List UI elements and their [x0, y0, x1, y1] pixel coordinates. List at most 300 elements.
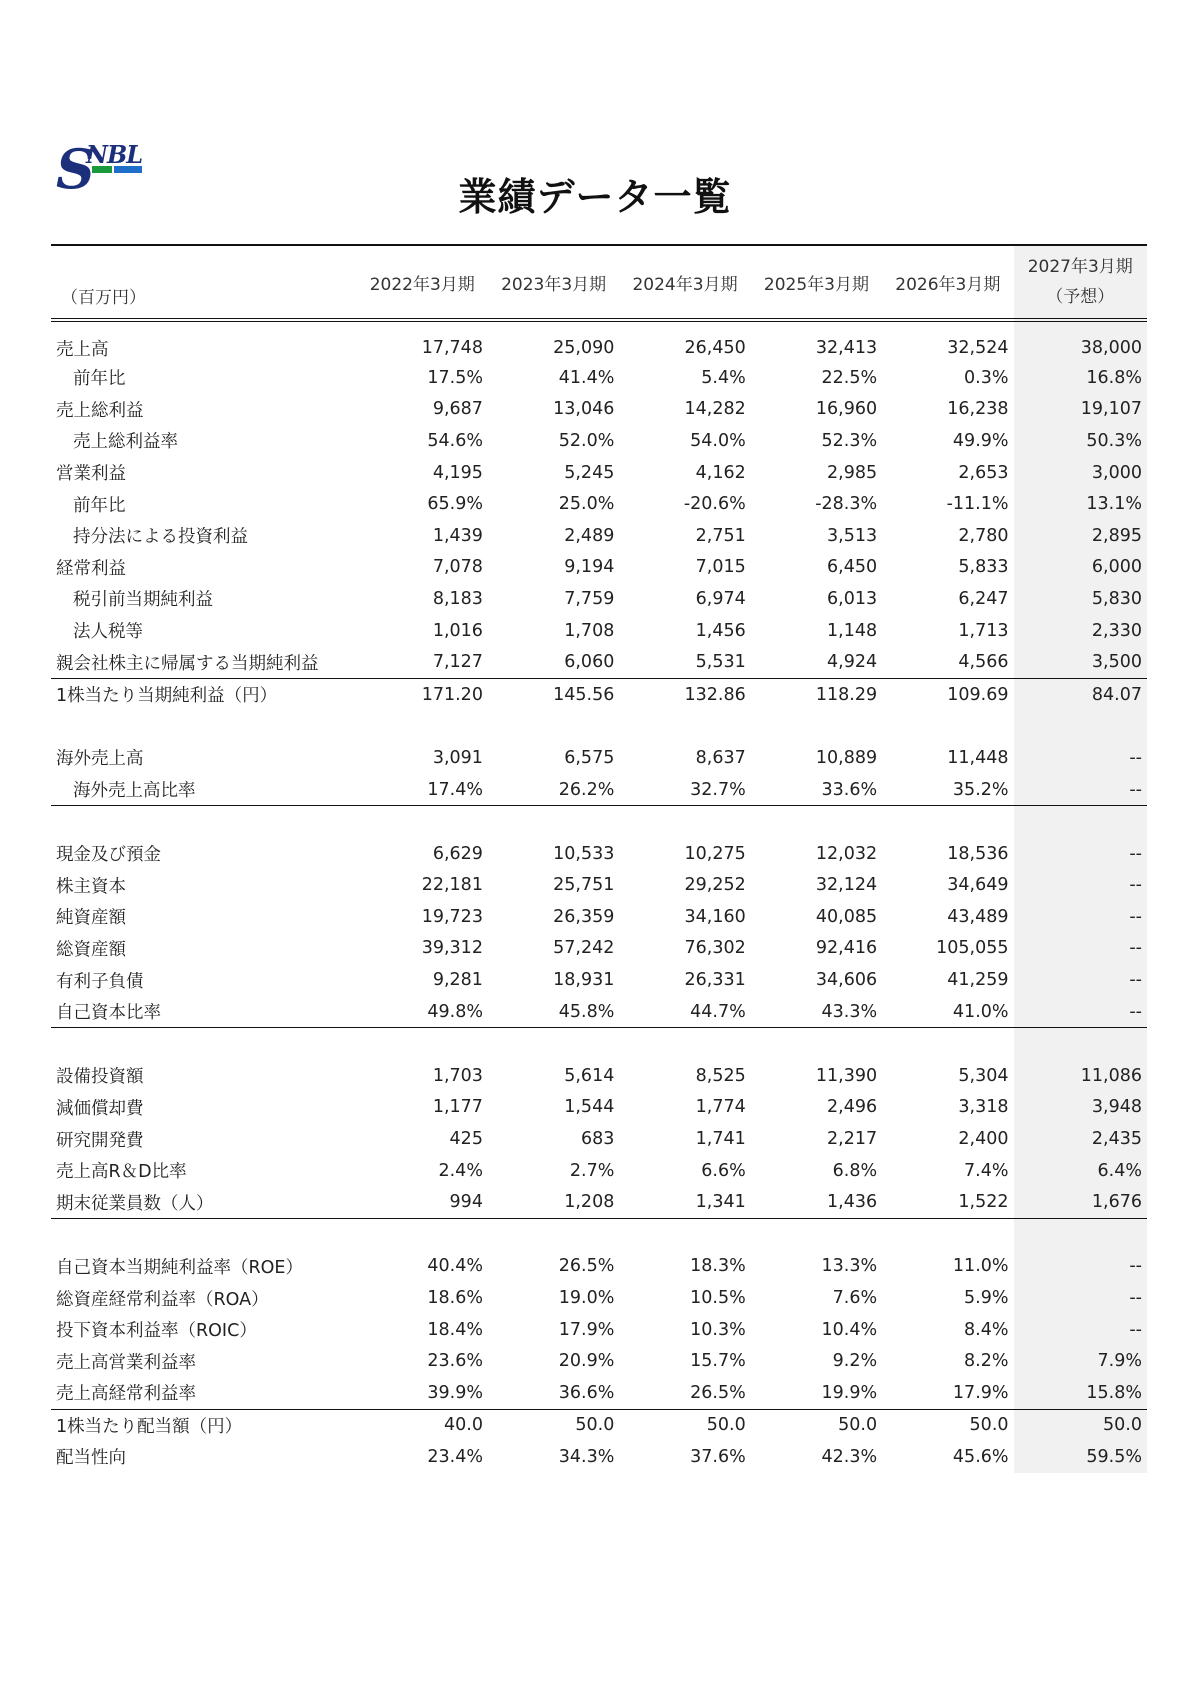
forecast-cell: --: [1014, 774, 1147, 806]
table-row: [51, 320, 1147, 362]
value-cell: 49.8%: [357, 996, 488, 1028]
value-cell: 35.2%: [882, 774, 1013, 806]
value-cell: 18,931: [553, 970, 615, 991]
forecast-year: 2027年3月期: [1027, 257, 1133, 277]
logo-s-glyph: S: [56, 137, 95, 196]
table-row: [51, 1060, 1147, 1092]
value-cell: 22.5%: [821, 367, 878, 388]
spacer-cell: [882, 1219, 1013, 1251]
value-cell: 5,245: [564, 462, 615, 483]
value-cell: 45.8%: [488, 996, 619, 1028]
forecast-cell: 15.8%: [1014, 1377, 1147, 1409]
spacer-cell: [51, 806, 357, 838]
value-cell: 1,436: [751, 1186, 882, 1218]
value-cell: 2,780: [958, 525, 1009, 546]
value-cell: 13,046: [553, 399, 615, 420]
value-cell: 2,985: [827, 462, 878, 483]
spacer-cell: [751, 806, 882, 838]
value-cell: 5,833: [958, 557, 1009, 578]
table-row: [51, 964, 1147, 996]
value-cell: 7,127: [357, 646, 488, 678]
table-row: [51, 901, 1147, 933]
value-cell: 34,606: [815, 970, 878, 991]
forecast-cell: --: [1014, 901, 1147, 933]
row-label: 法人税等: [73, 622, 143, 643]
spacer-cell: [619, 1219, 750, 1251]
value-cell: 57,242: [553, 938, 615, 959]
row-label: 売上高R＆D比率: [56, 1162, 187, 1183]
spacer-cell: [357, 711, 488, 743]
spacer-cell: [488, 1219, 619, 1251]
value-cell: 2,489: [564, 525, 615, 546]
value-cell: 37.6%: [690, 1446, 746, 1467]
forecast-cell: 7.9%: [1014, 1345, 1147, 1377]
value-cell: -28.3%: [815, 494, 878, 515]
value-cell: 6.6%: [701, 1160, 746, 1181]
spacer-row: [51, 1028, 1147, 1060]
value-cell: 9,687: [432, 399, 483, 420]
forecast-cell: 2,895: [1014, 520, 1147, 552]
value-cell: 5,614: [564, 1065, 615, 1086]
value-cell: 23.4%: [427, 1446, 483, 1467]
spacer-row: [51, 1219, 1147, 1251]
value-cell: 7,015: [695, 557, 746, 578]
page-title: 業績データ一覧: [458, 175, 732, 219]
value-cell: 11.0%: [952, 1256, 1009, 1277]
value-cell: 19,723: [421, 906, 483, 927]
table-row: [51, 457, 1147, 489]
value-cell: 7,078: [432, 557, 483, 578]
value-cell: 43.3%: [751, 996, 882, 1028]
spacer-cell: [51, 1219, 357, 1251]
value-cell: 17.4%: [357, 774, 488, 806]
value-cell: 4,162: [695, 462, 746, 483]
value-cell: 10.5%: [690, 1288, 746, 1309]
forecast-cell: 3,000: [1014, 457, 1147, 489]
value-cell: 105,055: [936, 938, 1009, 959]
row-label: 減価償却費: [56, 1098, 144, 1119]
spacer-row: [51, 806, 1147, 838]
value-cell: 5,304: [958, 1065, 1009, 1086]
forecast-cell: 84.07: [1014, 678, 1147, 710]
table-row: [51, 742, 1147, 774]
row-label: 経常利益: [56, 558, 126, 579]
value-cell: 6.8%: [832, 1160, 878, 1181]
value-cell: 3,513: [827, 525, 878, 546]
column-header: 2023年3月期: [501, 274, 607, 295]
table-row: [51, 520, 1147, 552]
row-label: 前年比: [73, 495, 126, 516]
forecast-cell: 11,086: [1014, 1060, 1147, 1092]
value-cell: 6,974: [695, 588, 746, 609]
value-cell: 50.0: [706, 1415, 746, 1436]
value-cell: 10,889: [815, 747, 878, 768]
spacer-cell: [488, 711, 619, 743]
row-label: 総資産経常利益率（ROA）: [56, 1289, 269, 1310]
row-label: 設備投資額: [56, 1067, 144, 1088]
value-cell: 6,575: [564, 747, 615, 768]
forecast-cell: 38,000: [1014, 320, 1147, 362]
table-row: [51, 1123, 1147, 1155]
column-header: 2025年3月期: [763, 274, 869, 295]
row-label: 税引前当期純利益: [73, 590, 213, 611]
row-label: 持分法による投資利益: [73, 527, 248, 548]
value-cell: 1,177: [432, 1097, 483, 1118]
row-label: 純資産額: [56, 908, 126, 929]
spacer-cell: [619, 1028, 750, 1060]
value-cell: 6,013: [827, 588, 878, 609]
value-cell: 1,148: [827, 620, 878, 641]
table-row: [51, 583, 1147, 615]
spacer-cell: [488, 806, 619, 838]
forecast-cell: 5,830: [1014, 583, 1147, 615]
table-row: [51, 1314, 1147, 1346]
value-cell: 5.9%: [964, 1288, 1009, 1309]
value-cell: 41,259: [947, 970, 1009, 991]
table-row: [51, 646, 1147, 678]
value-cell: 4,924: [751, 646, 882, 678]
value-cell: 1,016: [432, 620, 483, 641]
value-cell: 49.9%: [952, 430, 1009, 451]
value-cell: 17.9%: [882, 1377, 1013, 1409]
row-label: 海外売上高比率: [51, 774, 357, 806]
table-header-row: [51, 245, 1147, 320]
value-cell: 26.5%: [619, 1377, 750, 1409]
value-cell: 14,282: [684, 399, 746, 420]
value-cell: 26.2%: [488, 774, 619, 806]
spacer-cell: [488, 1028, 619, 1060]
value-cell: -20.6%: [683, 494, 746, 515]
forecast-cell: 2,435: [1014, 1123, 1147, 1155]
table-row: [51, 615, 1147, 647]
value-cell: 8,183: [432, 588, 483, 609]
row-label: 営業利益: [56, 464, 126, 485]
value-cell: 39,312: [421, 938, 483, 959]
table-row: [51, 1345, 1147, 1377]
value-cell: 65.9%: [427, 494, 483, 515]
value-cell: 32,124: [815, 875, 878, 896]
value-cell: 52.0%: [558, 430, 615, 451]
value-cell: 3,318: [958, 1097, 1009, 1118]
forecast-cell: --: [1014, 964, 1147, 996]
forecast-cell: 1,676: [1014, 1186, 1147, 1218]
forecast-cell: --: [1014, 1282, 1147, 1314]
value-cell: 52.3%: [821, 430, 878, 451]
value-cell: 2,496: [827, 1097, 878, 1118]
table-row: [51, 1155, 1147, 1187]
value-cell: 12,032: [815, 843, 878, 864]
forecast-cell: 6.4%: [1014, 1155, 1147, 1187]
table-row: [51, 552, 1147, 584]
spacer-cell: [751, 1028, 882, 1060]
table-row: [51, 1251, 1147, 1283]
spacer-cell: [619, 806, 750, 838]
row-label: 売上総利益: [56, 400, 144, 421]
value-cell: 26,331: [684, 970, 746, 991]
table-row: [51, 1092, 1147, 1124]
value-cell: 9.2%: [832, 1351, 878, 1372]
forecast-cell: 50.3%: [1014, 425, 1147, 457]
row-label: 売上高経常利益率: [51, 1377, 357, 1409]
table-row: [51, 425, 1147, 457]
value-cell: 45.6%: [952, 1446, 1009, 1467]
value-cell: 16,238: [947, 399, 1009, 420]
row-label: 海外売上高: [56, 749, 144, 770]
row-label: 株主資本: [56, 876, 126, 897]
row-label: 売上高: [56, 339, 109, 360]
spacer-cell: [751, 1219, 882, 1251]
value-cell: 26,450: [684, 338, 746, 358]
value-cell: 4,195: [432, 462, 483, 483]
forecast-cell: 19,107: [1014, 394, 1147, 426]
column-header: 2024年3月期: [632, 274, 738, 295]
value-cell: 54.0%: [690, 430, 746, 451]
forecast-column-header: [1014, 245, 1147, 320]
value-cell: 1,774: [695, 1097, 746, 1118]
value-cell: 2,217: [827, 1129, 878, 1150]
value-cell: 18,536: [947, 843, 1009, 864]
value-cell: 16,960: [815, 399, 878, 420]
value-cell: 4,566: [882, 646, 1013, 678]
value-cell: 8.2%: [964, 1351, 1009, 1372]
row-label: 現金及び預金: [56, 845, 161, 866]
value-cell: 50.0: [838, 1415, 878, 1436]
value-cell: 18.6%: [427, 1288, 483, 1309]
forecast-cell: 50.0: [1014, 1409, 1147, 1441]
table-row: [51, 1282, 1147, 1314]
table-body: [51, 320, 1147, 1473]
forecast-note: （予想）: [1046, 287, 1115, 307]
value-cell: 54.6%: [427, 430, 483, 451]
row-label: 売上高営業利益率: [56, 1352, 196, 1373]
value-cell: 10.3%: [690, 1319, 746, 1340]
value-cell: 34,160: [684, 906, 746, 927]
value-cell: 2,653: [958, 462, 1009, 483]
value-cell: 7,759: [564, 588, 615, 609]
row-label: 1株当たり当期純利益（円）: [56, 686, 278, 707]
forecast-cell: 6,000: [1014, 552, 1147, 584]
table-row: [51, 362, 1147, 394]
row-label: 1株当たり配当額（円）: [56, 1416, 243, 1437]
spacer-cell: [357, 1028, 488, 1060]
value-cell: 50.0: [575, 1415, 615, 1436]
forecast-cell: --: [1014, 1314, 1147, 1346]
value-cell: 9,281: [432, 970, 483, 991]
value-cell: 1,741: [695, 1129, 746, 1150]
row-label: 有利子負債: [56, 971, 144, 992]
row-label: 親会社株主に帰属する当期純利益: [51, 646, 357, 678]
row-label: 前年比: [73, 369, 126, 390]
logo-nbl-glyph: NBL: [86, 140, 143, 169]
value-cell: 9,194: [564, 557, 615, 578]
value-cell: 32,413: [815, 338, 878, 358]
forecast-cell: 3,500: [1014, 646, 1147, 678]
forecast-cell: 2,330: [1014, 615, 1147, 647]
value-cell: 26,359: [553, 906, 615, 927]
value-cell: 8.4%: [964, 1319, 1009, 1340]
forecast-cell: 13.1%: [1014, 488, 1147, 520]
value-cell: 10.4%: [821, 1319, 878, 1340]
value-cell: 425: [449, 1129, 483, 1150]
value-cell: 2,400: [958, 1129, 1009, 1150]
spacer-cell: [51, 711, 357, 743]
spacer-cell: [1014, 806, 1147, 838]
value-cell: 5.4%: [701, 367, 746, 388]
value-cell: 32,524: [947, 338, 1009, 358]
value-cell: 36.6%: [488, 1377, 619, 1409]
forecast-cell: --: [1014, 996, 1147, 1028]
value-cell: 11,448: [947, 747, 1009, 768]
value-cell: 1,522: [882, 1186, 1013, 1218]
value-cell: 132.86: [684, 684, 746, 705]
value-cell: 19.9%: [751, 1377, 882, 1409]
value-cell: 41.4%: [558, 367, 615, 388]
value-cell: 40.0: [443, 1415, 483, 1436]
table-row: [51, 996, 1147, 1028]
spacer-cell: [357, 806, 488, 838]
value-cell: 1,208: [488, 1186, 619, 1218]
value-cell: 10,533: [553, 843, 615, 864]
table-row: [51, 1377, 1147, 1409]
row-label: 投下資本利益率（ROIC）: [56, 1321, 257, 1342]
value-cell: 40,085: [815, 906, 878, 927]
value-cell: 39.9%: [357, 1377, 488, 1409]
table-row: [51, 870, 1147, 902]
value-cell: 2.4%: [438, 1160, 483, 1181]
value-cell: 76,302: [684, 938, 746, 959]
value-cell: 1,713: [958, 620, 1009, 641]
value-cell: 17,748: [421, 338, 483, 358]
spacer-cell: [882, 1028, 1013, 1060]
value-cell: 33.6%: [751, 774, 882, 806]
value-cell: 7.6%: [832, 1288, 878, 1309]
row-label: 自己資本当期純利益率（ROE）: [56, 1257, 303, 1278]
value-cell: 1,456: [695, 620, 746, 641]
value-cell: 109.69: [947, 684, 1009, 705]
value-cell: 171.20: [421, 684, 483, 705]
value-cell: 3,091: [432, 747, 483, 768]
value-cell: 118.29: [815, 684, 878, 705]
value-cell: 25.0%: [558, 494, 615, 515]
value-cell: 2,751: [695, 525, 746, 546]
value-cell: 6,247: [958, 588, 1009, 609]
value-cell: 42.3%: [821, 1446, 878, 1467]
value-cell: 2.7%: [569, 1160, 615, 1181]
value-cell: 1,708: [564, 620, 615, 641]
value-cell: 23.6%: [427, 1351, 483, 1372]
column-header: 2026年3月期: [895, 274, 1001, 295]
value-cell: 25,090: [553, 338, 615, 358]
row-label: 自己資本比率: [51, 996, 357, 1028]
row-label: 総資産額: [56, 939, 126, 960]
table-row: [51, 774, 1147, 806]
value-cell: 32.7%: [619, 774, 750, 806]
value-cell: 145.56: [553, 684, 615, 705]
value-cell: 34.3%: [558, 1446, 615, 1467]
value-cell: 17.9%: [558, 1319, 615, 1340]
value-cell: 683: [580, 1129, 615, 1150]
forecast-cell: --: [1014, 838, 1147, 870]
table-row: [51, 394, 1147, 426]
value-cell: 1,341: [619, 1186, 750, 1218]
spacer-cell: [882, 711, 1013, 743]
column-header: 2022年3月期: [369, 274, 475, 295]
value-cell: 1,544: [564, 1097, 615, 1118]
value-cell: 17.5%: [427, 367, 483, 388]
spacer-cell: [51, 1028, 357, 1060]
table-row: [51, 933, 1147, 965]
value-cell: 40.4%: [427, 1256, 483, 1277]
value-cell: 18.4%: [427, 1319, 483, 1340]
spacer-row: [51, 711, 1147, 743]
value-cell: 5,531: [619, 646, 750, 678]
value-cell: 34,649: [947, 875, 1009, 896]
value-cell: 1,439: [432, 525, 483, 546]
value-cell: 6,629: [432, 843, 483, 864]
spacer-cell: [357, 1219, 488, 1251]
value-cell: 22,181: [421, 875, 483, 896]
value-cell: 8,637: [695, 747, 746, 768]
value-cell: -11.1%: [946, 494, 1009, 515]
table-row: [51, 1441, 1147, 1473]
unit-label: （百万円）: [61, 288, 146, 308]
value-cell: 19.0%: [558, 1288, 615, 1309]
forecast-cell: 3,948: [1014, 1092, 1147, 1124]
value-cell: 8,525: [695, 1065, 746, 1086]
value-cell: 13.3%: [821, 1256, 878, 1277]
value-cell: 50.0: [969, 1415, 1009, 1436]
value-cell: 0.3%: [964, 367, 1009, 388]
spacer-cell: [619, 711, 750, 743]
value-cell: 10,275: [684, 843, 746, 864]
value-cell: 15.7%: [690, 1351, 746, 1372]
forecast-cell: --: [1014, 1251, 1147, 1283]
value-cell: 7.4%: [964, 1160, 1009, 1181]
value-cell: 25,751: [553, 875, 615, 896]
spacer-cell: [1014, 711, 1147, 743]
table-row: [51, 1409, 1147, 1441]
table-row: [51, 488, 1147, 520]
forecast-cell: --: [1014, 742, 1147, 774]
value-cell: 26.5%: [558, 1256, 615, 1277]
value-cell: 20.9%: [558, 1351, 615, 1372]
forecast-cell: 59.5%: [1014, 1441, 1147, 1473]
spacer-cell: [1014, 1219, 1147, 1251]
value-cell: 18.3%: [690, 1256, 746, 1277]
row-label: 期末従業員数（人）: [51, 1186, 357, 1218]
value-cell: 92,416: [815, 938, 878, 959]
value-cell: 6,450: [827, 557, 878, 578]
row-label: 売上総利益率: [73, 432, 178, 453]
value-cell: 11,390: [815, 1065, 878, 1086]
spacer-cell: [882, 806, 1013, 838]
table-row: [51, 838, 1147, 870]
forecast-cell: --: [1014, 870, 1147, 902]
forecast-cell: --: [1014, 933, 1147, 965]
value-cell: 29,252: [684, 875, 746, 896]
spacer-cell: [751, 711, 882, 743]
value-cell: 994: [357, 1186, 488, 1218]
forecast-cell: 16.8%: [1014, 362, 1147, 394]
value-cell: 1,703: [432, 1065, 483, 1086]
spacer-cell: [1014, 1028, 1147, 1060]
value-cell: 43,489: [947, 906, 1009, 927]
value-cell: 41.0%: [882, 996, 1013, 1028]
value-cell: 44.7%: [619, 996, 750, 1028]
row-label: 研究開発費: [56, 1130, 144, 1151]
performance-data-table: [51, 244, 1147, 1473]
table-row: [51, 1186, 1147, 1218]
